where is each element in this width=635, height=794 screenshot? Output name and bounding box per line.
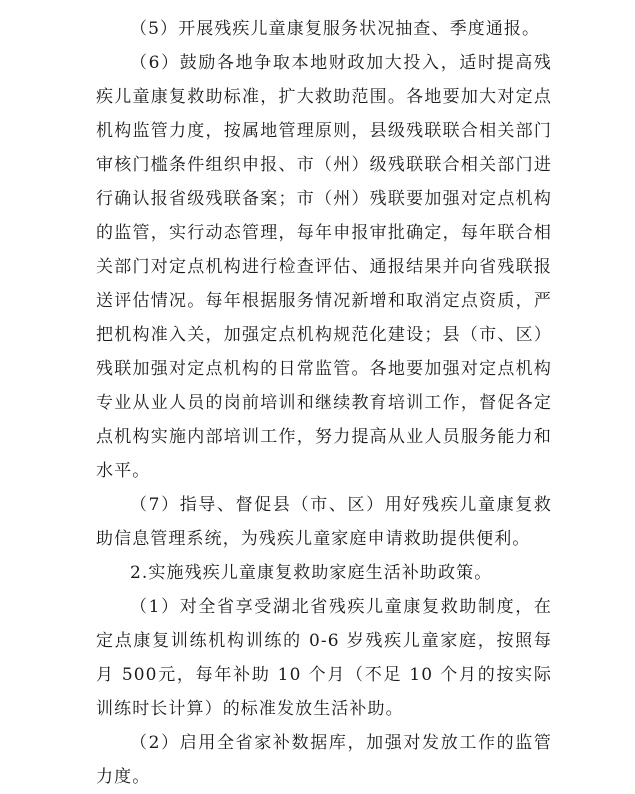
paragraph-item-7: （7）指导、督促县（市、区）用好残疾儿童康复救助信息管理系统，为残疾儿童家庭申请救助提供便利。 bbox=[96, 495, 552, 549]
paragraph-item-6: （6）鼓励各地争取本地财政加大投入，适时提高残疾儿童康复救助标准，扩大救助范围。各地要加大对定点机构监管力度，按属地管理原则，县级残联联合相关部门审核门槛条件组织申报、市（州）级残联联合相关部门进行确认报省级残联备案；市（州）残联要加强对定点机构的监管，实行动态管理，每年申报审批确定，每年联合相关部门对定点机构进行检查评估、通报结果并向省残联报送评估情况。每年根据服务情况新增和取消定点资质，严把机构准入关，加强定点机构规范化建设；县（市、区）残联加强对定点机构的日常监管。各地要加强对定点机构专业从业人员的岗前培训和继续教育培训工作，督促各定点机构实施内部培训工作，努力提高从业人员服务能力和水平。 bbox=[96, 53, 552, 481]
paragraph-item-1: （1）对全省享受湖北省残疾儿童康复救助制度，在定点康复训练机构训练的 0-6 岁残疾儿童家庭，按照每月 500元，每年补助 10 个月（不足 10 个月的按实际训练时长计算）的标准发放生活补助。 bbox=[96, 597, 552, 719]
paragraph-item-5: （5）开展残疾儿童康复服务状况抽查、季度通报。 bbox=[130, 19, 541, 39]
paragraph-item-2: （2）启用全省家补数据库，加强对发放工作的监管力度。 bbox=[96, 733, 552, 787]
document-body bbox=[96, 12, 552, 794]
section-heading: 2.实施残疾儿童康复救助家庭生活补助政策。 bbox=[130, 563, 493, 583]
